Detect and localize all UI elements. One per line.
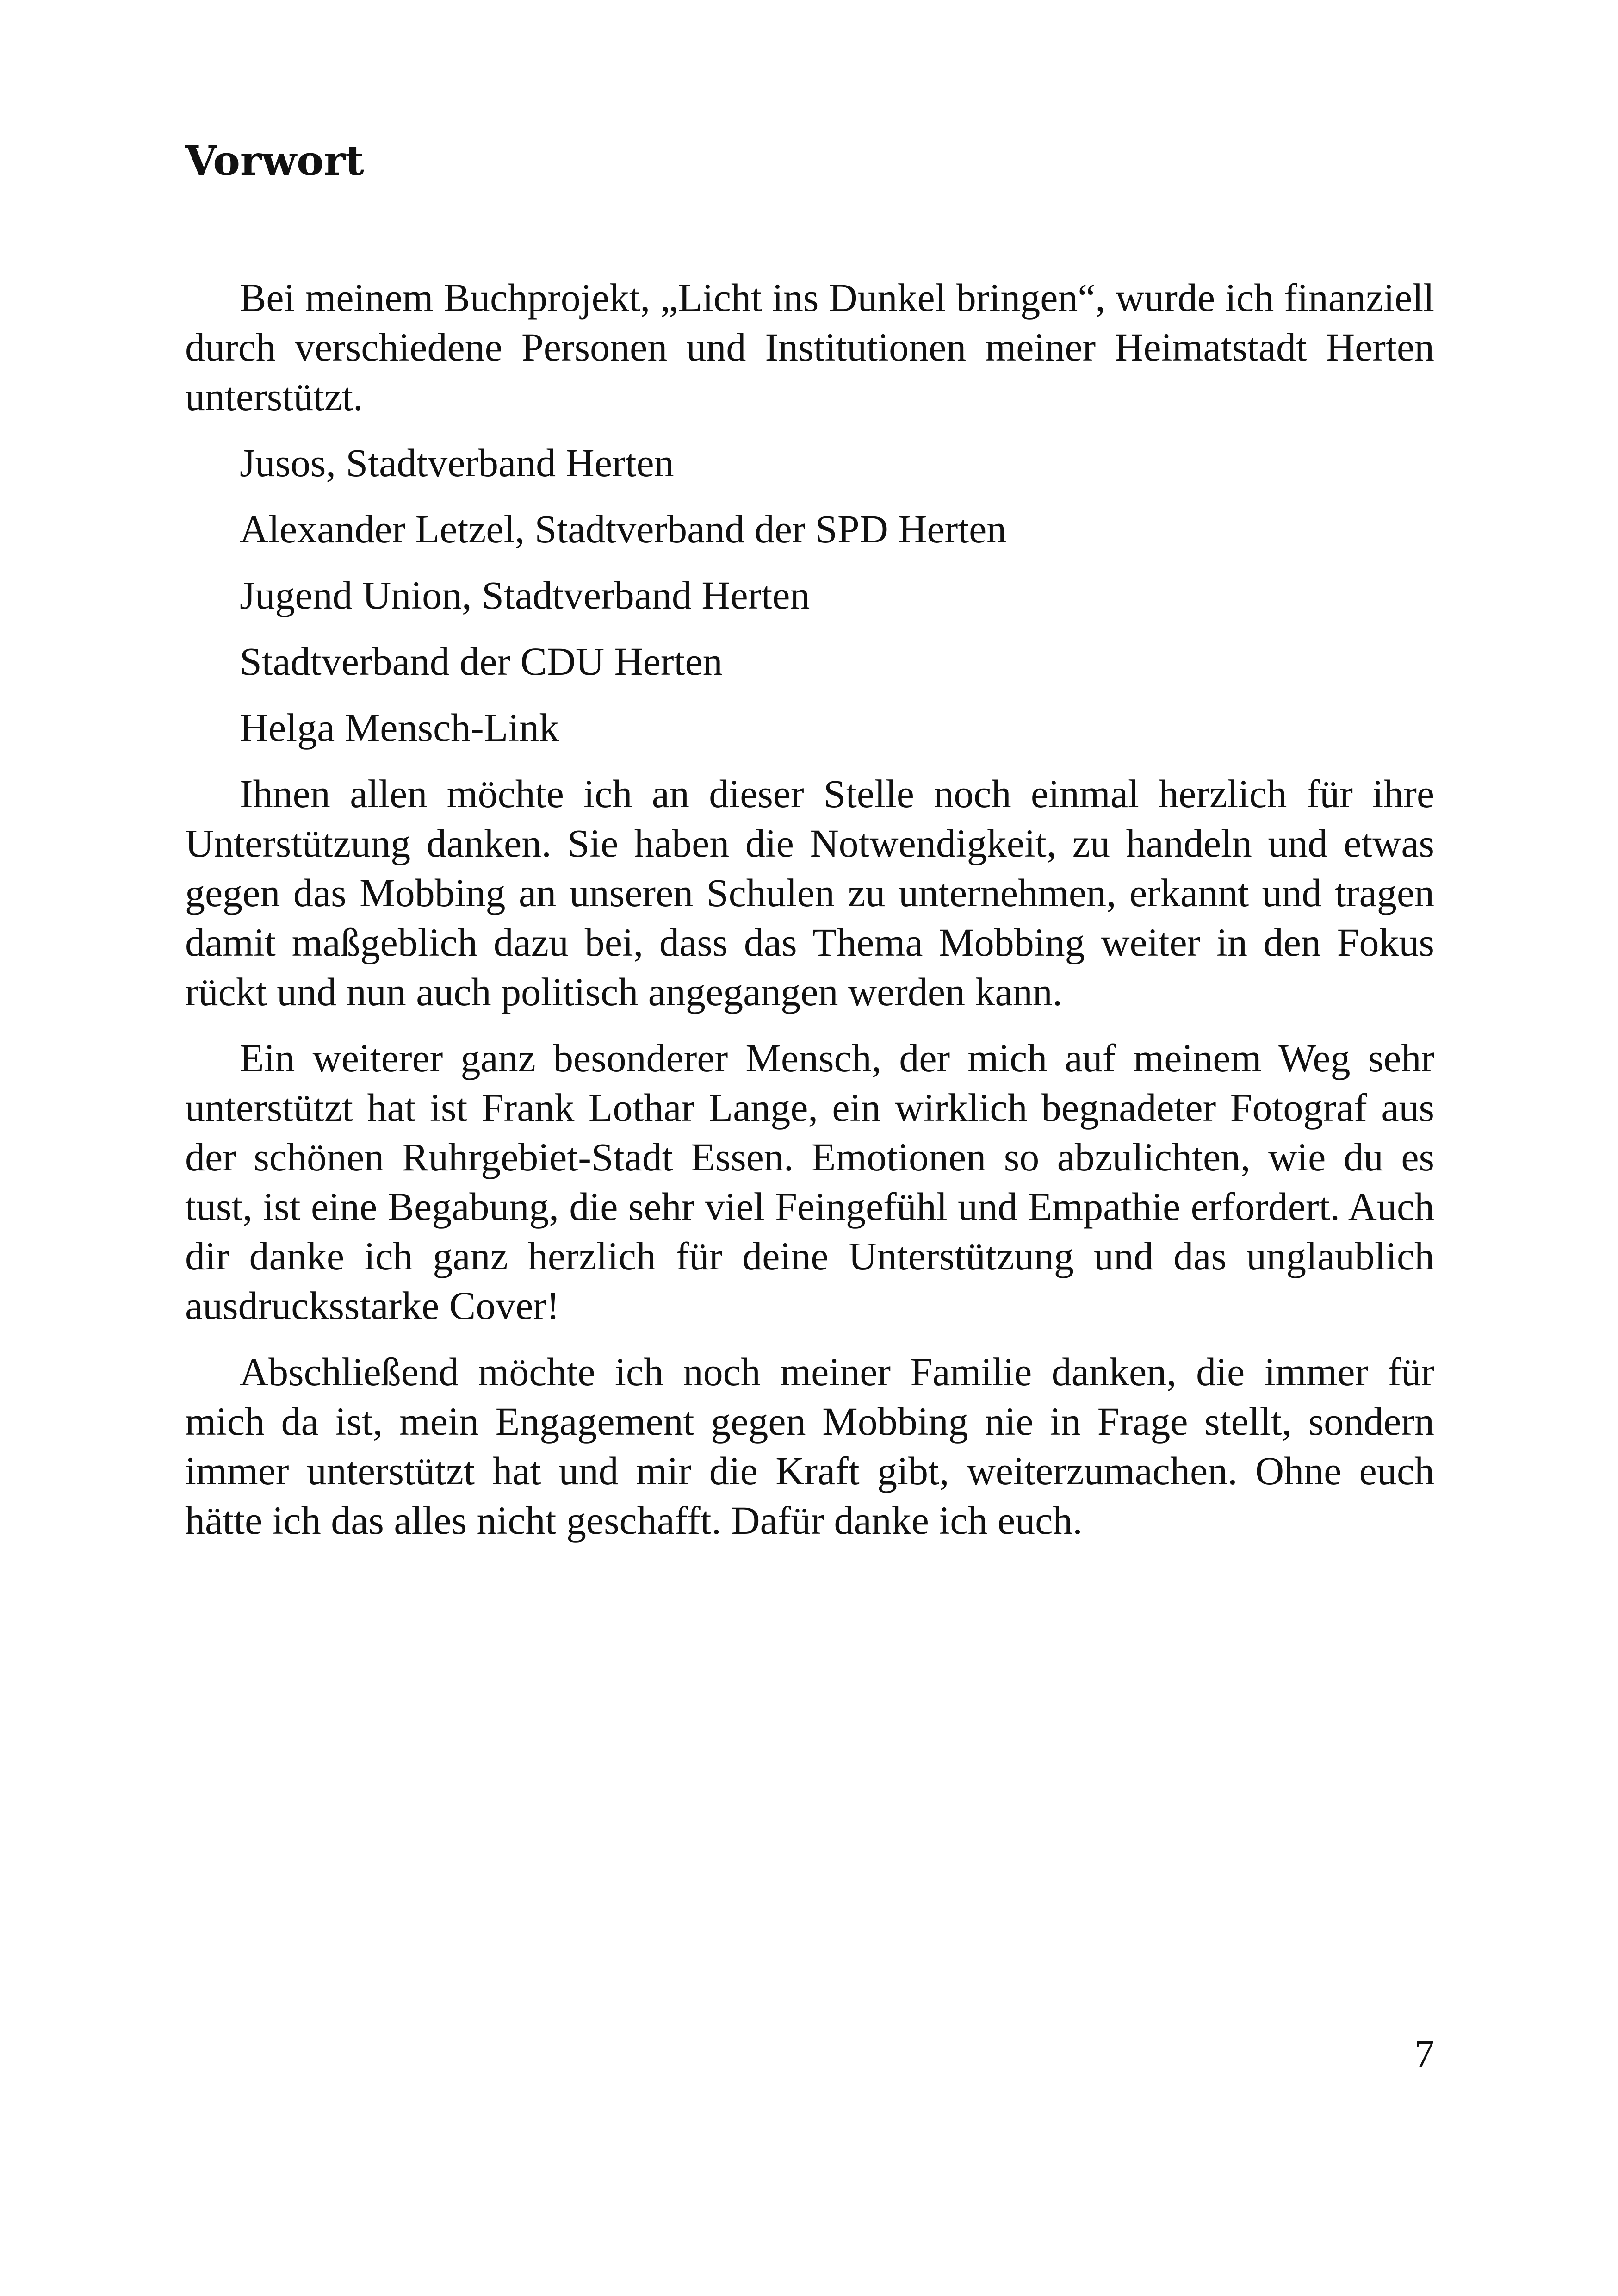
thanks-paragraph: Ihnen allen möchte ich an dieser Stelle noch einmal herzlich für ihre Unterstützung danken. Sie haben die Notwendigkeit, zu handeln und etwas gegen das Mobbing an unseren Schulen zu unternehmen, erkannt und tragen damit maßgeblich dazu bei, dass das Thema Mobbing weiter in den Fokus rückt und nun auch politisch angegangen werden kann. <box>185 772 1434 1014</box>
sponsor-list <box>185 438 1434 753</box>
sponsor-item: Helga Mensch-Link <box>240 705 559 750</box>
sponsor-item: Jusos, Stadtverband Herten <box>240 441 674 485</box>
family-paragraph: Abschließend möchte ich noch meiner Familie danken, die immer für mich da ist, mein Engagement gegen Mobbing nie in Frage stellt, sondern immer unterstützt hat und mir die Kraft gibt, weiterzumachen. Ohne euch hätte ich das alles nicht geschafft. Dafür danke ich euch. <box>185 1350 1434 1543</box>
page-number: 7 <box>1414 2032 1434 2076</box>
photographer-paragraph: Ein weiterer ganz besonderer Mensch, der mich auf meinem Weg sehr unterstützt hat ist Frank Lothar Lange, ein wirklich begnadeter Fotograf aus der schönen Ruhrgebiet-Stadt Essen. Emotionen so abzulichten, wie du es tust, ist eine Begabung, die sehr viel Feingefühl und Empathie erfordert. Auch dir danke ich ganz herzlich für deine Unterstützung und das unglaublich ausdrucksstarke Cover! <box>185 1036 1434 1328</box>
body-text <box>185 273 1434 1562</box>
sponsor-item: Jugend Union, Stadtverband Herten <box>240 573 810 617</box>
page-heading: Vorwort <box>185 137 364 185</box>
intro-paragraph: Bei meinem Buchprojekt, „Licht ins Dunkel bringen“, wurde ich finanziell durch verschiedene Personen und Institutionen meiner Heimatstadt Herten unterstützt. <box>185 275 1434 419</box>
sponsor-item: Stadtverband der CDU Herten <box>240 639 723 684</box>
sponsor-item: Alexander Letzel, Stadtverband der SPD Herten <box>240 507 1007 551</box>
